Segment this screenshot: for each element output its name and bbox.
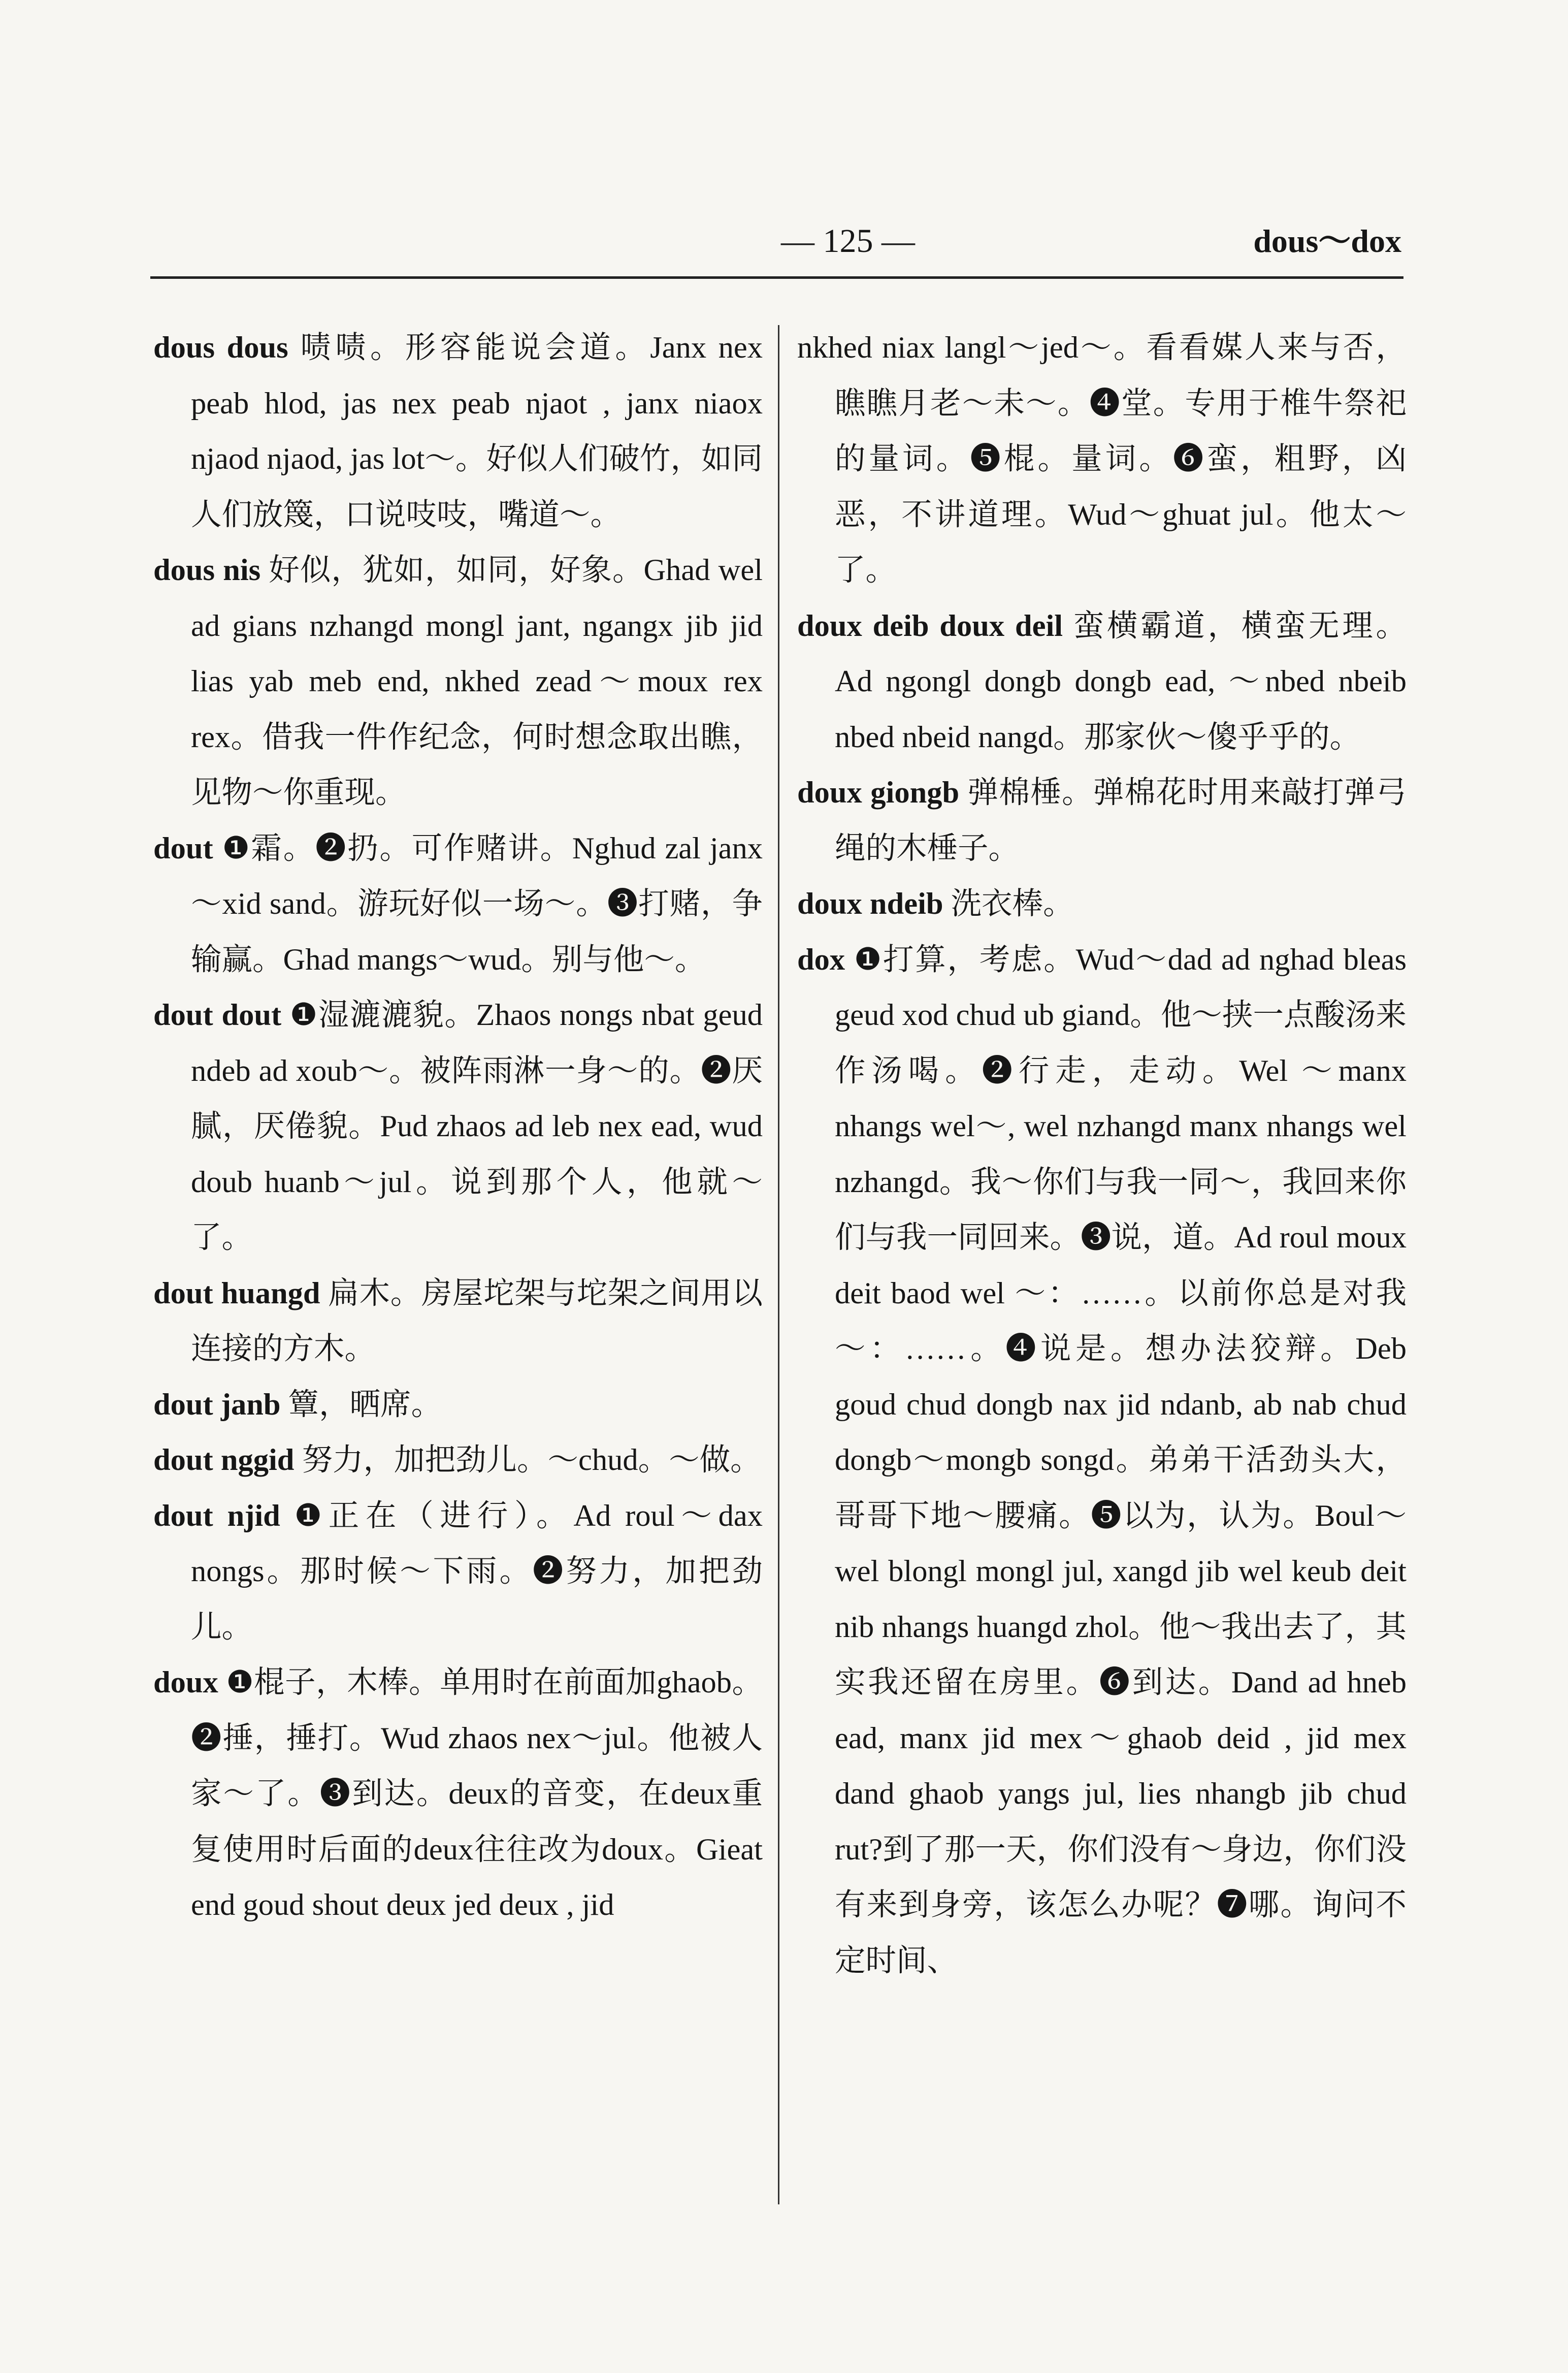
- dictionary-entry: [153, 1655, 763, 1933]
- entry-definition: 簟，晒席。: [280, 1387, 442, 1422]
- dictionary-entry: [153, 1377, 763, 1433]
- entry-headword: dout nggid: [153, 1443, 295, 1477]
- dictionary-entry: [797, 598, 1407, 765]
- entry-definition: 努力，加把劲儿。～chud。～做。: [294, 1443, 761, 1477]
- dictionary-entry: [153, 320, 763, 542]
- dictionary-entry: [153, 542, 763, 821]
- entry-headword: dous nis: [153, 553, 261, 587]
- entry-headword: dout janb: [153, 1387, 281, 1422]
- entry-definition: ❶霜。❷扔。可作赌讲。Nghud zal janx ～xid sand。游玩好似一场～。❸打赌，争输赢。Ghad mangs～wud。别与他～。: [191, 831, 763, 977]
- entry-definition: 好似，犹如，如同，好象。Ghad wel ad gians nzhangd mongl jant, ngangx jib jid lias yab meb end, nkhed zead～moux rex rex。借我一件作纪念，何时想念取出瞧，见物～你重现。: [191, 553, 763, 810]
- entry-definition: 弹棉棰。弹棉花时用来敲打弹弓绳的木棰子。: [835, 776, 1407, 865]
- entry-definition: ❶正在（进行）。Ad roul～dax nongs。那时候～下雨。❷努力，加把劲儿。: [191, 1498, 763, 1644]
- entry-headword: dout huangd: [153, 1276, 320, 1310]
- left-column: [153, 320, 763, 1933]
- running-head: dous～dox: [1253, 223, 1401, 259]
- header-rule: [150, 276, 1403, 279]
- entry-definition: nkhed niax langl～jed～。看看媒人来与否，瞧瞧月老～未～。❹堂。专用于椎牛祭祀的量词。❺棍。量词。❻蛮，粗野，凶恶，不讲道理。Wud～ghuat jul。他太～了。: [797, 331, 1407, 587]
- entry-headword: dout dout: [153, 998, 282, 1032]
- entry-headword: doux deib doux deil: [797, 608, 1063, 643]
- dictionary-entry: [797, 765, 1407, 876]
- entry-definition: 扁木。房屋坨架与坨架之间用以连接的方木。: [191, 1276, 763, 1366]
- dictionary-entry-continued: [797, 320, 1407, 598]
- entry-definition: ❶打算，考虑。Wud～dad ad nghad bleas geud xod chud ub giand。他～挟一点酸汤来作汤喝。❷行走，走动。Wel ～manx nhangs wel～, wel nzhangd manx nhangs wel nzhangd。我～你们与我一同～，我回来你们与我一同回来。❸说，道。Ad roul moux deit baod wel ～：……。以前你总是对我～：……。❹说是。想办法狡辩。Deb goud chud dongb nax jid ndanb, ab nab chud dongb～mongb songd。弟弟干活劲头大，哥哥下地～腰痛。❺以为，认为。Boul～wel blongl mongl jul, xangd jib wel keub deit nib nhangs huangd zhol。他～我出去了，其实我还留在房里。❻到达。Dand ad hneb ead, manx jid mex～ghaob deid , jid mex dand ghaob yangs jul, lies nhangb jib chud rut?到了那一天，你们没有～身边，你们没有来到身旁，该怎么办呢？❼哪。询问不定时间、: [835, 942, 1407, 1978]
- dictionary-entry: [797, 932, 1407, 1989]
- entry-definition: 蛮横霸道，横蛮无理。Ad ngongl dongb dongb ead, ～nbed nbeib nbed nbeid nangd。那家伙～傻乎乎的。: [835, 608, 1407, 754]
- entry-headword: dous dous: [153, 331, 288, 365]
- dictionary-entry: [153, 1266, 763, 1377]
- entry-headword: dout njid: [153, 1498, 280, 1533]
- entry-headword: doux ndeib: [797, 887, 943, 921]
- entry-headword: dout: [153, 831, 213, 865]
- entry-definition: ❶湿漉漉貌。Zhaos nongs nbat geud ndeb ad xoub～。被阵雨淋一身～的。❷厌腻，厌倦貌。Pud zhaos ad leb nex ead, wud doub huanb～jul。说到那个人，他就～了。: [191, 998, 763, 1255]
- right-column: [797, 320, 1407, 1989]
- page-number: — 125 —: [781, 222, 915, 260]
- dictionary-entry: [797, 876, 1407, 932]
- entry-headword: doux giongb: [797, 776, 960, 810]
- entry-headword: dox: [797, 942, 845, 977]
- dictionary-entry: [153, 1488, 763, 1655]
- dictionary-entry: [153, 821, 763, 988]
- entry-definition: ❶棍子，木棒。单用时在前面加ghaob。❷捶，捶打。Wud zhaos nex～jul。他被人家～了。❸到达。deux的音变，在deux重复使用时后面的deux往往改为doux。Gieat end goud shout deux jed deux , jid: [191, 1665, 763, 1922]
- dictionary-entry: [153, 1432, 763, 1488]
- page-header: [152, 213, 1401, 269]
- column-divider: [778, 325, 779, 2204]
- dictionary-entry: [153, 987, 763, 1266]
- entry-headword: doux: [153, 1665, 218, 1699]
- entry-definition: 洗衣棒。: [943, 887, 1074, 921]
- entry-definition: 啧啧。形容能说会道。Janx nex peab hlod, jas nex peab njaot , janx niaox njaod njaod, jas lot～。好似人们破竹，如同人们放篾，口说吱吱，嘴道～。: [191, 331, 763, 532]
